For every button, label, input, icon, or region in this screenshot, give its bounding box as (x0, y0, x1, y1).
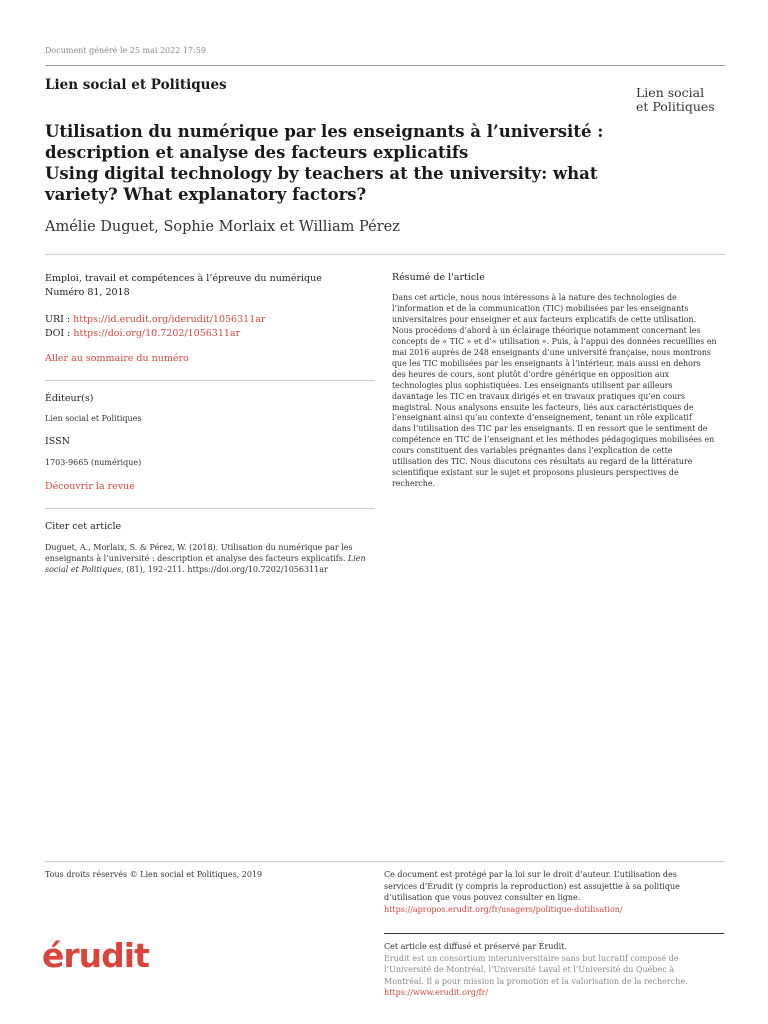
citation-text (45, 542, 380, 575)
abstract-line: des heures de cours, sont plutôt d’ordre générique en opposition aux (392, 369, 670, 379)
doi-label: DOI : (45, 328, 74, 339)
abstract-line: utilisation des TIC. Nous discutons ces résultats au regard de la littérature (392, 457, 693, 467)
citation-line-2 (45, 553, 380, 564)
issue-info (45, 272, 375, 300)
divider-publisher (45, 380, 375, 381)
top-divider (45, 65, 725, 66)
doi-link[interactable]: https://doi.org/10.7202/1056311ar (73, 328, 241, 339)
title-fr-line-1: Utilisation du numérique par les enseignants à l’université : (45, 122, 604, 141)
citation-journal-part-2: social et Politiques, (45, 565, 124, 574)
abstract-line: recherche. (392, 479, 436, 489)
law-line-1: Ce document est protégé par la loi sur le droit d’auteur. L’utilisation des (384, 870, 677, 879)
erudit-logo: érudit (42, 936, 149, 975)
citation-line-3-text: (81), 192–211. https://doi.org/10.7202/1056311ar (126, 565, 328, 574)
citation-line-3 (45, 564, 380, 575)
abstract-line: Dans cet article, nous nous intéressons à la nature des technologies de (392, 293, 677, 302)
abstract-line: scientifique existant sur le sujet et proposons plusieurs perspectives de (392, 468, 679, 478)
uri-link[interactable]: https://id.erudit.org/iderudit/1056311ar (73, 314, 266, 325)
erudit-divider (384, 933, 724, 934)
title-fr-line-2: description et analyse des facteurs explicatifs (45, 143, 469, 162)
divider-cite (45, 508, 375, 509)
abstract-line: concepts de « TIC » et d’« utilisation ». Puis, à l’appui des données recueillies en (392, 336, 717, 346)
citation-journal-part-1: Lien (347, 554, 366, 563)
abstract-line: cours constituent des variables prégnantes dans l’explication de cette (392, 446, 673, 456)
doi-row (45, 327, 375, 341)
rights-notice: Tous droits réservés © Lien social et Politiques, 2019 (45, 870, 263, 879)
authors: Amélie Duguet, Sophie Morlaix et William Pérez (45, 219, 400, 235)
cite-heading: Citer cet article (45, 521, 122, 532)
title-en-line-1: Using digital technology by teachers at the university: what (45, 164, 598, 183)
identifiers (45, 313, 375, 341)
consortium-line-2: l’Université de Montréal, l’Université Laval et l’Université du Québec à (384, 965, 674, 974)
publisher-heading: Éditeur(s) (45, 393, 94, 404)
journal-name: Lien social et Politiques (45, 77, 227, 93)
law-line-3: d’utilisation que vous pouvez consulter en ligne. (384, 893, 581, 902)
erudit-notice (384, 941, 724, 999)
logo-line-1: Lien social (636, 85, 705, 100)
journal-logo (636, 86, 726, 114)
consortium-line-3: Montréal. Il a pour mission la promotion et la valorisation de la recherche. (384, 976, 688, 986)
abstract-line: compétence en TIC de l’enseignant et les méthodes pédagogiques mobilisées en (392, 435, 715, 445)
abstract-line: l’enseignant ainsi qu’au contexte d’enseignement, tenant un rôle explicatif (392, 413, 692, 423)
diffuse-line: Cet article est diffusé et préservé par Érudit. (384, 942, 567, 951)
abstract-line: universitaires pour enseigner et aux facteurs explicatifs de cette utilisation. (392, 314, 697, 324)
abstract-line: l’information et de la communication (TIC) mobilisées par les enseignants (392, 303, 689, 313)
generated-date: Document généré le 25 mai 2022 17:59 (45, 46, 206, 55)
erudit-link[interactable]: https://www.erudit.org/fr/ (384, 988, 489, 997)
issn-value: 1703-9665 (numérique) (45, 458, 142, 467)
abstract-line: magistral. Nous analysons ensuite les facteurs, liés aux caractéristiques de (392, 402, 694, 412)
abstract-heading: Résumé de l'article (392, 272, 485, 283)
abstract-line: que les TIC mobilisées par les enseignants à l’intérieur, mais aussi en dehors (392, 358, 701, 368)
uri-row (45, 313, 375, 327)
law-line-2: services d’Érudit (y compris la reproduction) est assujettie à sa politique (384, 881, 680, 891)
uri-label: URI : (45, 314, 74, 325)
issue-summary-link[interactable]: Aller au sommaire du numéro (45, 353, 189, 364)
title-en-line-2: variety? What explanatory factors? (45, 185, 367, 204)
abstract-body (392, 293, 724, 490)
citation-line-2-text: enseignants à l’université : description et analyse des facteurs explicatifs. (45, 554, 346, 563)
logo-line-2: et Politiques (636, 99, 715, 114)
authors-divider (45, 254, 725, 255)
copyright-notice (384, 869, 724, 915)
abstract-line: davantage les TIC en travaux dirigés et en travaux pratiques qu’en cours (392, 391, 686, 401)
citation-line-1: Duguet, A., Morlaix, S. & Pérez, W. (2018). Utilisation du numérique par les (45, 543, 353, 552)
usage-policy-link[interactable]: https://apropos.erudit.org/fr/usagers/politique-dutilisation/ (384, 904, 623, 914)
abstract-line: dans l’utilisation des TIC par les enseignants. Il en ressort que le sentiment de (392, 424, 708, 434)
footer-divider (45, 861, 725, 862)
publisher-name: Lien social et Politiques (45, 414, 142, 423)
abstract-line: Nous procédons d’abord à un éclairage théorique notamment concernant les (392, 325, 701, 335)
abstract-line: mai 2016 auprès de 248 enseignants d’une université française, nous montrons (392, 347, 711, 357)
issue-number: Numéro 81, 2018 (45, 287, 130, 298)
issue-theme: Emploi, travail et compétences à l’épreuve du numérique (45, 273, 322, 284)
abstract-line: technologies plus sophistiquées. Les enseignants utilisent par ailleurs (392, 380, 673, 390)
article-title (45, 121, 665, 205)
discover-journal-link[interactable]: Découvrir la revue (45, 481, 135, 492)
issn-heading: ISSN (45, 436, 70, 447)
consortium-line-1: Érudit est un consortium interuniversitaire sans but lucratif composé de (384, 953, 679, 963)
